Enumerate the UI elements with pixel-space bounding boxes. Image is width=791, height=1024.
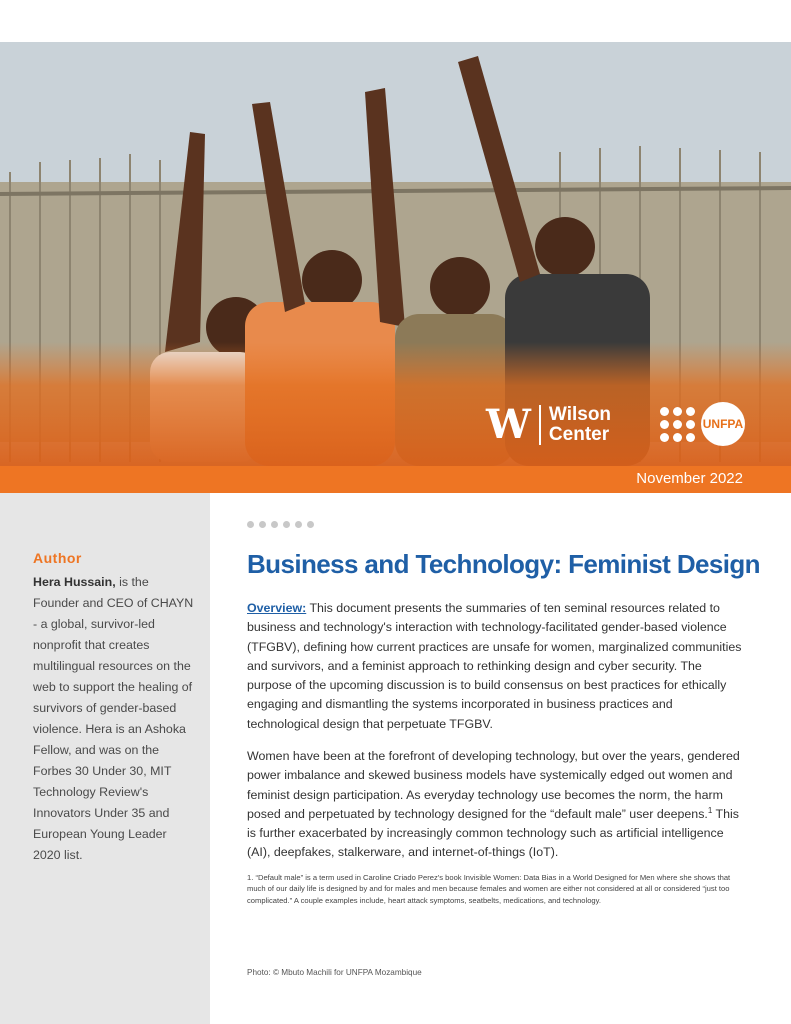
author-bio [33,572,195,866]
publication-date: November 2022 [636,470,743,487]
wilson-center-logo [486,401,612,448]
author-name: Hera Hussain, [33,575,116,589]
unfpa-wordmark: UNFPA [701,402,745,446]
overview-label: Overview: [247,601,307,615]
unfpa-logo [660,402,745,446]
footnote: 1. “Default male” is a term used in Caroline Criado Perez's book Invisible Women: Data Bias in a World Designed for Men where she shows that much of our daily life is designed by and for males and men because females and women are either not considered at all or considered “just too complicated.” A couple examples include, heart attack symptoms, seatbelts, medications, and technology. [247,873,731,905]
unfpa-logo-icon [660,407,695,442]
decorative-dots [247,521,314,528]
footnote-ref[interactable]: 1 [707,805,713,815]
body-text-a: Women have been at the forefront of developing technology, but over the years, gendered power imbalance and skewed business models have systemically edged out women and feminist design participation. As everyday technology use becomes the norm, the harm posed and perpetuated by technology designed for the “default male” user deepens. [247,749,740,821]
wilson-center-wordmark [549,405,611,445]
date-bar [0,466,791,493]
body-text-b: This is further exacerbated by increasingly common technology such as artificial intelligence (AI), deepfakes, stalkerware, and internet-of-things (IoT). [247,806,739,860]
overview-text: This document presents the summaries of ten seminal resources related to business and technology's interaction with technology-facilitated gender-based violence (TFGBV), defining how current practices are unsafe for women, marginalized communities and survivors, and a feminist approach to rethinking design and cyber security. The purpose of the upcoming discussion is to build consensus on best practices for ethically engaging and dismantling the systems incorporated in business practices and technological design that perpetuate TFGBV. [247,601,742,731]
photo-credit: Photo: © Mbuto Machili for UNFPA Mozambique [247,968,422,977]
author-label: Author [33,550,82,566]
page-title: Business and Technology: Feminist Design [247,549,760,579]
author-bio-text: is the Founder and CEO of CHAYN - a global, survivor-led nonprofit that creates multilingual resources on the web to support the healing of survivors of gender-based violence. Hera is an Ashoka Fellow, and was on the Forbes 30 Under 30, MIT Technology Review's Innovators Under 35 and European Young Leader 2020 list. [33,575,194,862]
author-sidebar [0,493,210,1024]
wilson-center-logo-icon: W [486,401,531,448]
body-paragraph [247,747,745,863]
logo-divider [539,405,541,445]
overview-paragraph [247,599,745,734]
wilson-line2: Center [548,424,610,445]
wilson-line1: Wilson [548,404,612,425]
